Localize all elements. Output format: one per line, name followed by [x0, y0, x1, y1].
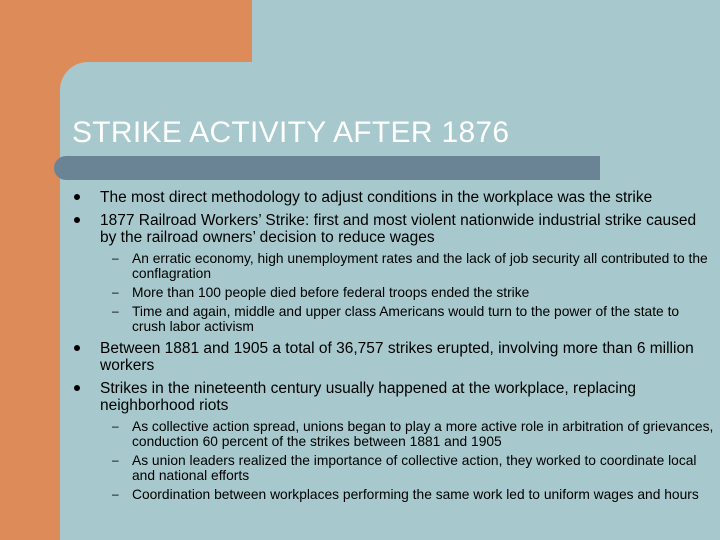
- sub-bullet-text: Time and again, middle and upper class Americans would turn to the power of the state to crush labor activism: [132, 304, 680, 334]
- bullet-item: [72, 189, 716, 206]
- slide-body: [72, 189, 716, 508]
- bullet-text: Between 1881 and 1905 a total of 36,757 strikes erupted, involving more than 6 million workers: [100, 340, 694, 374]
- sub-bullet-item: [112, 419, 716, 449]
- bullet-list: [72, 189, 716, 502]
- title-underline-bar: [54, 156, 600, 180]
- sub-bullet-list: [100, 419, 716, 502]
- bullet-item: [72, 212, 716, 334]
- bullet-text: 1877 Railroad Workers’ Strike: first and most violent nationwide industrial strike caused by the railroad owners’ decision to reduce wages: [100, 212, 697, 246]
- sub-bullet-text: As union leaders realized the importance of collective action, they worked to coordinate local and national efforts: [132, 453, 697, 483]
- sub-bullet-item: [112, 304, 716, 334]
- sub-bullet-item: [112, 285, 716, 300]
- sub-bullet-item: [112, 453, 716, 483]
- slide-title: STRIKE ACTIVITY AFTER 1876: [72, 116, 510, 149]
- dash-icon: –: [112, 453, 119, 467]
- sub-bullet-list: [100, 251, 716, 334]
- dash-icon: –: [112, 285, 119, 299]
- bullet-item: [72, 340, 716, 374]
- bullet-text: Strikes in the nineteenth century usually happened at the workplace, replacing neighborhood riots: [100, 380, 636, 414]
- sub-bullet-text: More than 100 people died before federal troops ended the strike: [132, 285, 530, 300]
- bullet-text: The most direct methodology to adjust conditions in the workplace was the strike: [100, 189, 653, 206]
- bullet-icon: [74, 217, 80, 223]
- dash-icon: –: [112, 304, 119, 318]
- sub-bullet-text: An erratic economy, high unemployment rates and the lack of job security all contributed to the conflagration: [132, 251, 708, 281]
- dash-icon: –: [112, 487, 119, 501]
- sub-bullet-item: [112, 251, 716, 281]
- sub-bullet-text: As collective action spread, unions began to play a more active role in arbitration of grievances, conduction 60 percent of the strikes between 1881 and 1905: [132, 419, 714, 449]
- sub-bullet-text: Coordination between workplaces performing the same work led to uniform wages and hours: [132, 487, 699, 502]
- bullet-item: [72, 380, 716, 502]
- dash-icon: –: [112, 251, 119, 265]
- dash-icon: –: [112, 419, 119, 433]
- bullet-icon: [74, 194, 80, 200]
- sub-bullet-item: [112, 487, 716, 502]
- bullet-icon: [74, 385, 80, 391]
- bullet-icon: [74, 345, 80, 351]
